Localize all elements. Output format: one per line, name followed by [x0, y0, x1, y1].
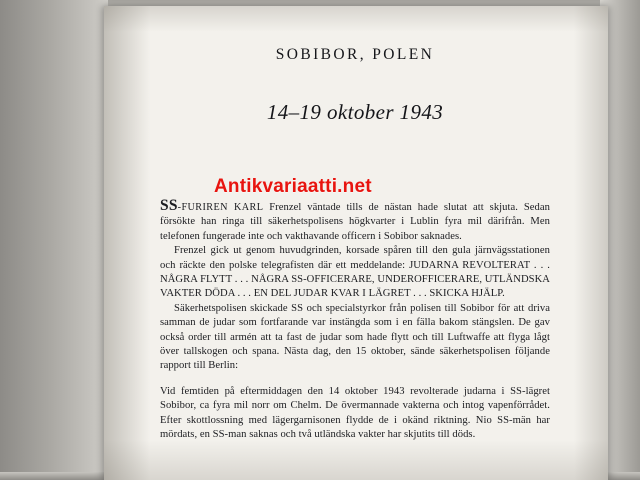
page-content — [160, 6, 550, 480]
chapter-date-heading: 14–19 oktober 1943 — [266, 100, 444, 124]
paragraph-4-quoted-report: Vid femtiden på eftermiddagen den 14 oktober 1943 revolterade judarna i SS-lägret Sobibor, ca fyra mil norr om Chelm. De övermannade vakterna och intog vapenförrådet. Efter skottlossning med lägergarnisonen flydde de i okänd riktning. Nio SS-män har mördats, en SS-man saknas och två utländska vakter har skjutits till döds. — [160, 385, 550, 441]
body-text — [160, 199, 550, 443]
paragraph-1-lead: -FURIREN KARL — [177, 202, 264, 213]
drop-cap: SS — [160, 197, 178, 214]
paragraph-1 — [160, 199, 550, 244]
background-left — [0, 0, 108, 480]
page-shading-right — [574, 6, 608, 480]
book-page — [104, 6, 608, 480]
chapter-place-heading: SOBIBOR, POLEN — [275, 46, 435, 63]
paragraph-2: Frenzel gick ut genom huvudgrinden, korsade spåren till den gula järnvägsstationen och räckte den polske telegrafisten där ett meddelande: JUDARNA REVOLTERAT . . . NÅGRA FLYTT . . . NÅGRA SS-OFFICERARE, UNDEROFFICERARE, UTLÄNDSKA VAKTER DÖDA . . . EN DEL JUDAR KVAR I LÄGRET . . . SKICKA HJÄLP. — [160, 245, 550, 300]
page-shading-left — [104, 6, 150, 480]
paragraph-3: Säkerhetspolisen skickade SS och specialstyrkor från polisen till Sobibor för att driva samman de judar som fortfarande var instängda som i en fälla bakom stängslen. De gav också order till armén att ta fast de judar som hade flytt och till Luftwaffe att flyga lågt över tallskogen och spana. Nästa dag, den 15 oktober, sände säkerhetspolisen följande rapport till Berlin: — [160, 302, 550, 372]
watermark-text: Antikvariaatti.net — [214, 176, 372, 197]
paragraph-1-rest: Frenzel väntade tills de nästan hade slutat att skjuta. Sedan försökte han ringa till säkerhetspolisens högkvarter i Lublin fyra mil därifrån. Men telefonen fungerade inte och vakthavande officern i Sobibor saknades. — [160, 202, 550, 242]
